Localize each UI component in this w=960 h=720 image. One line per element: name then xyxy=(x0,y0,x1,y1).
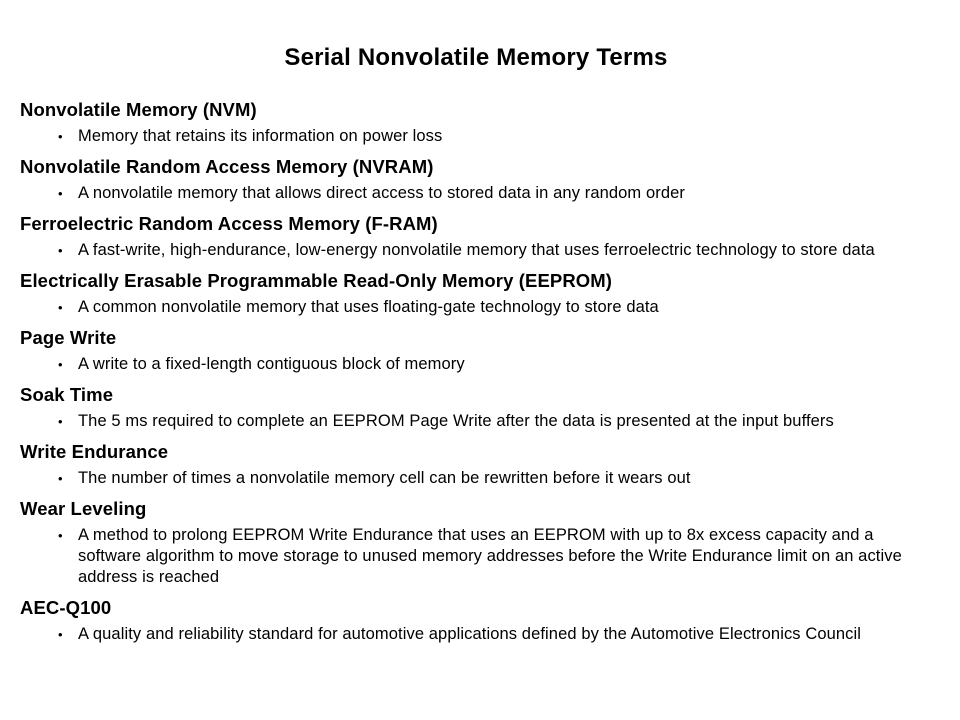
bullet-item xyxy=(58,297,932,318)
bullet-item xyxy=(58,525,932,588)
term-definition: Memory that retains its information on power loss xyxy=(78,127,443,145)
bullet-icon: • xyxy=(58,300,63,315)
term-block-wear-leveling xyxy=(20,497,932,588)
term-heading: Electrically Erasable Programmable Read-Only Memory (EEPROM) xyxy=(20,270,613,291)
bullet-item xyxy=(58,411,932,432)
bullet-icon: • xyxy=(58,129,63,144)
term-definition: The 5 ms required to complete an EEPROM Page Write after the data is presented at the input buffers xyxy=(78,412,834,430)
term-block-aec-q100 xyxy=(20,596,932,645)
term-block-write-endurance xyxy=(20,440,932,489)
bullet-icon: • xyxy=(58,528,63,543)
bullet-icon: • xyxy=(58,243,63,258)
page-title: Serial Nonvolatile Memory Terms xyxy=(284,44,668,71)
term-block-nvm xyxy=(20,98,932,147)
term-block-nvram xyxy=(20,155,932,204)
bullet-icon: • xyxy=(58,414,63,429)
term-heading: Ferroelectric Random Access Memory (F-RAM) xyxy=(20,213,438,234)
term-definition: A quality and reliability standard for automotive applications defined by the Automotive Electronics Council xyxy=(78,625,862,643)
term-block-soak-time xyxy=(20,383,932,432)
term-definition: A write to a fixed-length contiguous block of memory xyxy=(78,355,465,373)
term-heading: AEC-Q100 xyxy=(20,597,112,618)
term-heading: Write Endurance xyxy=(20,441,169,462)
term-heading: Nonvolatile Memory (NVM) xyxy=(20,99,257,120)
bullet-item xyxy=(58,183,932,204)
term-heading: Wear Leveling xyxy=(20,498,147,519)
bullet-item xyxy=(58,468,932,489)
term-block-page-write xyxy=(20,326,932,375)
term-heading: Page Write xyxy=(20,327,117,348)
bullet-icon: • xyxy=(58,471,63,486)
bullet-item xyxy=(58,126,932,147)
term-heading: Soak Time xyxy=(20,384,114,405)
bullet-item xyxy=(58,240,932,261)
term-definition: The number of times a nonvolatile memory cell can be rewritten before it wears out xyxy=(78,469,691,487)
bullet-icon: • xyxy=(58,357,63,372)
bullet-item xyxy=(58,354,932,375)
bullet-icon: • xyxy=(58,627,63,642)
bullet-icon: • xyxy=(58,186,63,201)
term-heading: Nonvolatile Random Access Memory (NVRAM) xyxy=(20,156,434,177)
term-definition: A nonvolatile memory that allows direct access to stored data in any random order xyxy=(78,184,685,202)
term-definition: A method to prolong EEPROM Write Endurance that uses an EEPROM with up to 8x excess capacity and a software algorithm to move storage to unused memory addresses before the Write Endurance limit on an active address is reached xyxy=(78,526,902,586)
term-definition: A common nonvolatile memory that uses floating-gate technology to store data xyxy=(78,298,659,316)
term-block-eeprom xyxy=(20,269,932,318)
term-block-fram xyxy=(20,212,932,261)
bullet-item xyxy=(58,624,932,645)
term-definition: A fast-write, high-endurance, low-energy nonvolatile memory that uses ferroelectric technology to store data xyxy=(78,241,875,259)
